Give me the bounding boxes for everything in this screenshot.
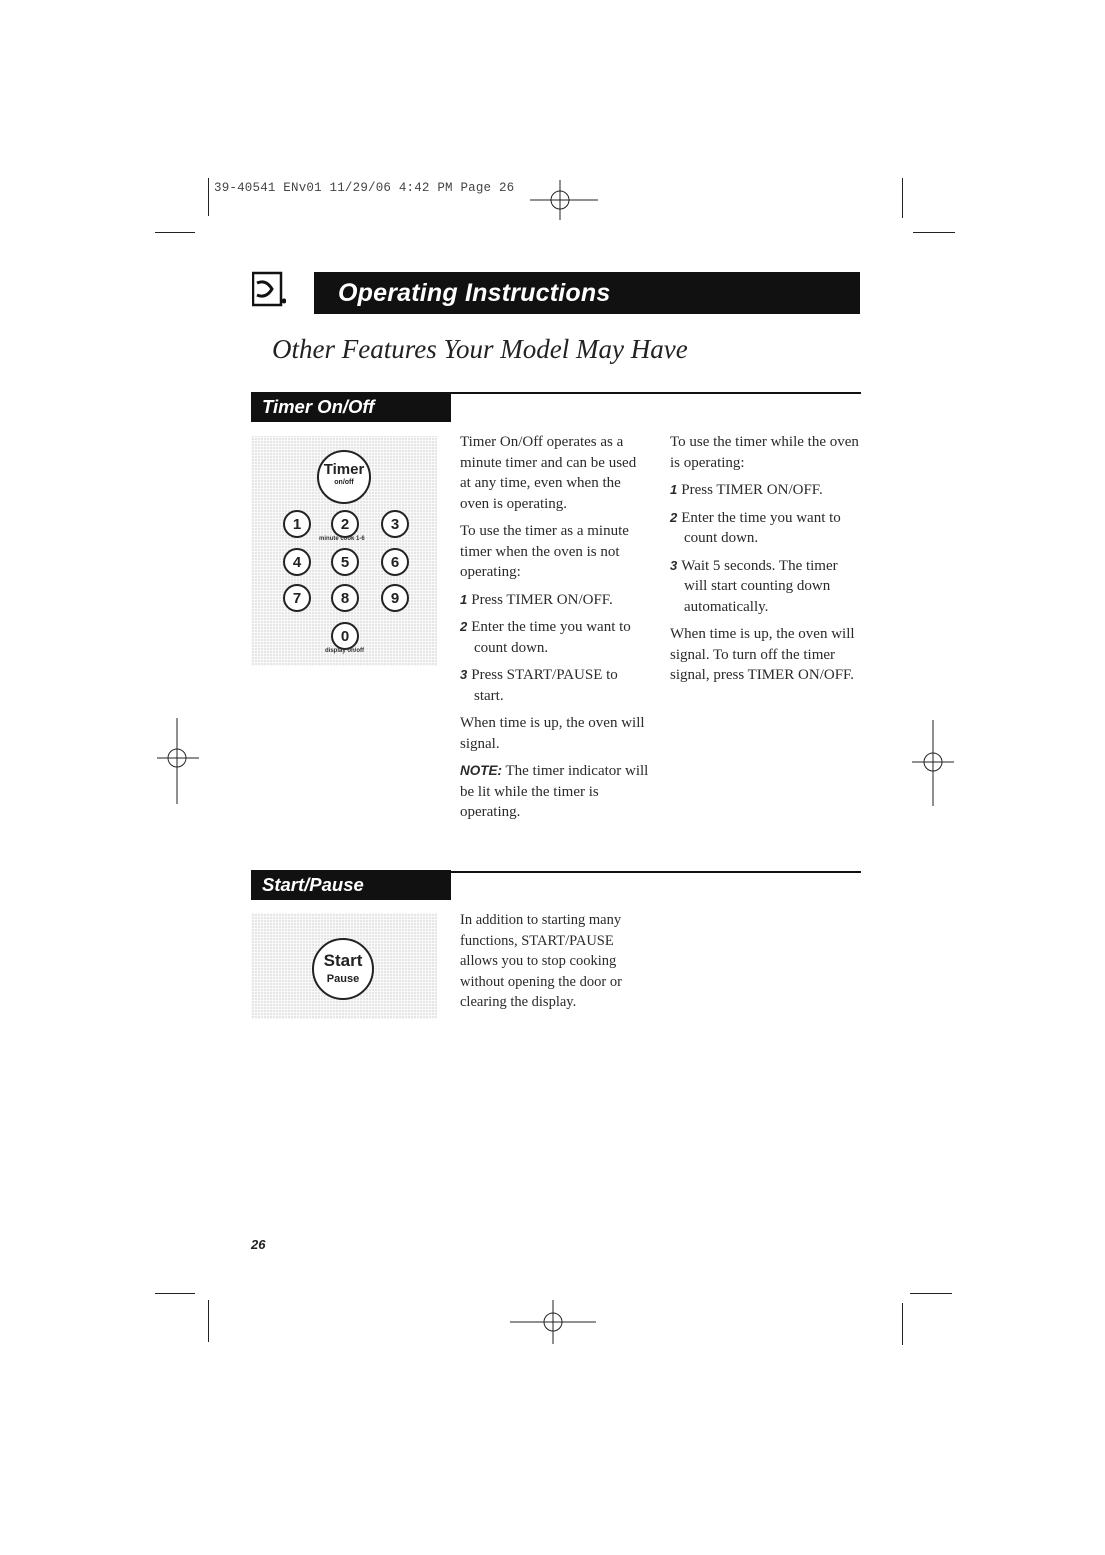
key-4: 4	[283, 548, 311, 576]
crop-mark	[910, 1293, 952, 1294]
step-number: 2	[460, 619, 468, 634]
key-5: 5	[331, 548, 359, 576]
start-pause-description: In addition to starting many functions, START/PAUSE allows you to stop cooking without opening the door or clearing the display.	[460, 912, 622, 1010]
step-text: Press TIMER ON/OFF.	[681, 482, 823, 498]
note-label: NOTE:	[460, 763, 502, 778]
step-item	[670, 480, 860, 501]
step-item	[670, 556, 860, 618]
start-pause-key	[312, 938, 374, 1000]
section-rule	[451, 392, 861, 394]
crop-mark	[902, 1303, 903, 1345]
timer-column-1	[460, 432, 650, 830]
key-7: 7	[283, 584, 311, 612]
crop-mark	[208, 178, 209, 216]
timer-column-2	[670, 432, 860, 693]
timer-keypad-illustration	[251, 436, 437, 666]
timer-key	[317, 450, 371, 504]
step-text: Press TIMER ON/OFF.	[471, 591, 613, 608]
timer-after: When time is up, the oven will signal.	[460, 715, 645, 752]
step-text: Enter the time you want to count down.	[681, 509, 841, 546]
step-text: Wait 5 seconds. The timer will start counting down automatically.	[681, 557, 838, 615]
step-number: 3	[670, 557, 678, 573]
start-pause-text	[460, 910, 652, 1020]
timer-note	[460, 761, 650, 823]
display-on-off-label: display on/off	[325, 648, 364, 654]
page-subtitle: Other Features Your Model May Have	[272, 334, 688, 364]
timer-key-sublabel: on/off	[334, 479, 354, 486]
key-1: 1	[283, 510, 311, 538]
print-slug: 39-40541 ENv01 11/29/06 4:42 PM Page 26	[214, 181, 515, 195]
step-number: 3	[460, 667, 468, 682]
timer-key-label: Timer	[323, 461, 365, 478]
key-0: 0	[331, 622, 359, 650]
step-item	[460, 617, 650, 658]
key-8: 8	[331, 584, 359, 612]
step-number: 1	[460, 591, 468, 607]
microwave-logo-icon	[252, 271, 286, 309]
crop-mark	[155, 1293, 195, 1294]
step-item	[460, 665, 650, 706]
crop-mark	[902, 178, 903, 218]
key-6: 6	[381, 548, 409, 576]
key-9: 9	[381, 584, 409, 612]
timer-intro: Timer On/Off operates as a minute timer and can be used at any time, even when the oven is operating.	[460, 434, 637, 512]
step-item	[670, 508, 860, 549]
timer-lead-2: To use the timer while the oven is operating:	[670, 434, 859, 471]
pause-key-label: Pause	[326, 973, 360, 985]
registration-mark-top	[520, 178, 600, 222]
step-text: Press START/PAUSE to start.	[471, 667, 618, 704]
start-pause-illustration	[251, 913, 437, 1019]
step-text: Enter the time you want to count down.	[471, 619, 631, 656]
registration-mark-left	[155, 718, 201, 804]
start-section-label: Start/Pause	[251, 870, 451, 900]
registration-mark-bottom	[508, 1300, 598, 1346]
note-text: The timer indicator will be lit while the timer is operating.	[460, 763, 649, 820]
crop-mark	[913, 232, 955, 233]
banner-title: Operating Instructions	[338, 279, 611, 307]
key-3: 3	[381, 510, 409, 538]
step-number: 1	[670, 482, 678, 497]
step-number: 2	[670, 509, 678, 525]
step-item	[460, 590, 650, 611]
key-2: 2	[331, 510, 359, 538]
timer-lead: To use the timer as a minute timer when the oven is not operating:	[460, 523, 629, 580]
timer-after-2: When time is up, the oven will signal. To turn off the timer signal, press TIMER ON/OFF.	[670, 626, 855, 683]
timer-section-label: Timer On/Off	[251, 392, 451, 422]
page-number: 26	[251, 1237, 266, 1252]
minute-cook-label: minute cook 1-6	[319, 536, 365, 542]
registration-mark-right	[910, 720, 956, 806]
start-key-label: Start	[323, 951, 363, 970]
crop-mark	[155, 232, 195, 233]
crop-mark	[208, 1300, 209, 1342]
section-rule	[451, 871, 861, 873]
